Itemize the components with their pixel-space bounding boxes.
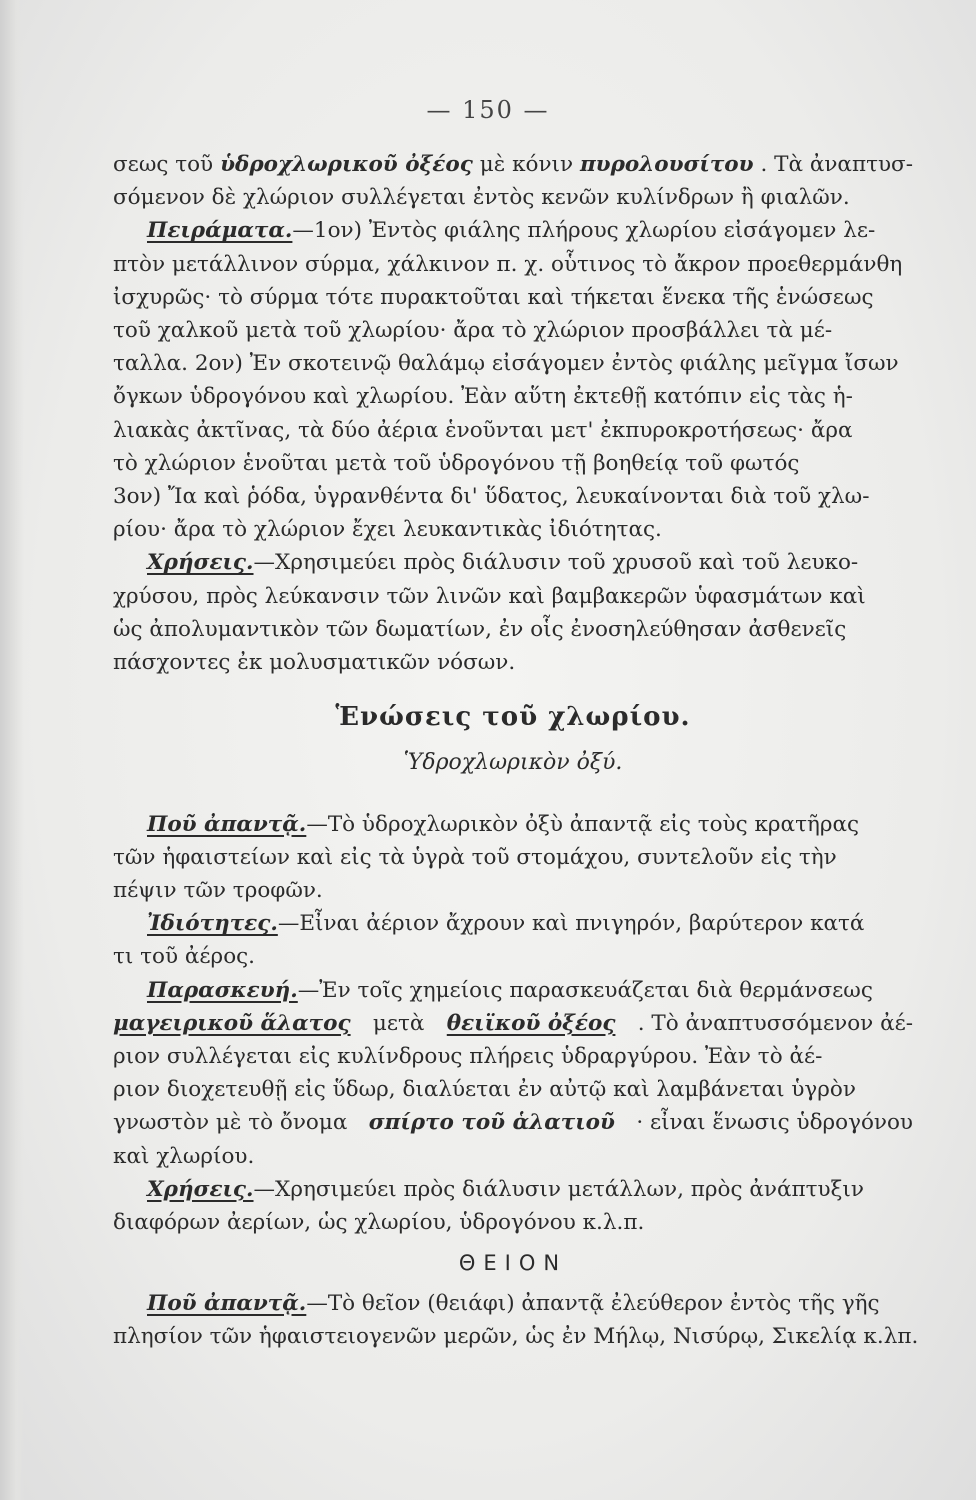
text-segment: · εἶναι ἕνωσις ὑδρογόνου xyxy=(636,1110,913,1136)
text-line: ὡς ἀπολυμαντικὸν τῶν δωματίων, ἐν οἷς ἐνοσηλεύθησαν ἀσθενεῖς xyxy=(113,616,847,642)
text-line xyxy=(113,1106,913,1139)
text-line: τῶν ἡφαιστείων καὶ εἰς τὰ ὑγρὰ τοῦ στομάχου, συντελοῦν εἰς τὴν xyxy=(113,844,837,870)
text-segment: —1ον) Ἐντὸς φιάλης πλήρους χλωρίου εἰσάγομεν λε- xyxy=(292,218,876,244)
text-segment: μετὰ xyxy=(372,1010,425,1036)
text-line: σόμενον δὲ χλώριον συλλέγεται ἐντὸς κενῶν κυλίνδρων ἢ φιαλῶν. xyxy=(113,185,850,211)
text-line: πέψιν τῶν τροφῶν. xyxy=(113,878,323,904)
text-segment: μὲ κόνιν xyxy=(479,152,574,177)
paragraph-label: Χρήσεις. xyxy=(147,550,254,576)
text-segment: γνωστὸν μὲ τὸ ὄνομα xyxy=(113,1110,348,1136)
bold-term: πυρολουσίτου xyxy=(579,152,754,177)
bold-term: ὑδροχλωρικοῦ ὀξέος xyxy=(220,152,473,177)
paragraph-label: Πειράματα. xyxy=(147,218,293,244)
text-segment: —Χρησιμεύει πρὸς διάλυσιν τοῦ χρυσοῦ καὶ τοῦ λευκο- xyxy=(253,550,859,576)
text-line xyxy=(113,907,913,940)
text-segment: —Ἐν τοῖς χημείοις παρασκευάζεται διὰ θερμάνσεως xyxy=(297,977,873,1003)
paragraph-label: Χρήσεις. xyxy=(147,1176,254,1202)
text-line: τι τοῦ ἀέρος. xyxy=(113,944,256,970)
text-line: τοῦ χαλκοῦ μετὰ τοῦ χλωρίου· ἄρα τὸ χλώριον προσβάλλει τὰ μέ- xyxy=(113,318,833,344)
text-segment: —Τὸ ὑδροχλωρικὸν ὀξὺ ἀπαντᾷ εἰς τοὺς κρατῆρας xyxy=(306,811,860,837)
text-line xyxy=(113,974,913,1007)
text-line: ἰσχυρῶς· τὸ σύρμα τότε πυρακτοῦται καὶ τήκεται ἕνεκα τῆς ἑνώσεως xyxy=(113,284,874,310)
text-line: ριον συλλέγεται εἰς κυλίνδρους πλήρεις ὑδραργύρου. Ἐὰν τὸ ἀέ- xyxy=(113,1044,823,1070)
section-subheading: Ὑδροχλωρικὸν ὀξύ. xyxy=(403,750,623,776)
text-segment: —Τὸ θεῖον (θειάφι) ἀπαντᾷ ἐλεύθερον ἐντὸς τῆς γῆς xyxy=(306,1290,880,1316)
paragraph-label: Ἰδιότητες. xyxy=(147,911,278,937)
text-line: πτὸν μετάλλινον σύρμα, χάλκινον π. χ. οὗτινος τὸ ἄκρον προεθερμάνθη xyxy=(113,251,903,277)
text-segment: σεως τοῦ xyxy=(113,152,214,177)
text-line xyxy=(113,148,913,181)
text-line: πάσχοντες ἐκ μολυσματικῶν νόσων. xyxy=(113,650,516,676)
bold-term: θειϊκοῦ ὀξέος xyxy=(446,1010,616,1036)
text-line: 3ον) Ἴα καὶ ῥόδα, ὑγρανθέντα δι' ὕδατος, λευκαίνονται διὰ τοῦ χλω- xyxy=(113,484,870,510)
paragraph-label: Ποῦ ἀπαντᾷ. xyxy=(147,811,307,837)
section-heading: Ἑνώσεις τοῦ χλωρίου. xyxy=(335,702,691,733)
text-line xyxy=(113,546,913,579)
paragraph-label: Παρασκευή. xyxy=(147,977,298,1003)
text-line xyxy=(113,1173,913,1206)
section-title: ΘΕΙΟΝ xyxy=(458,1251,568,1276)
text-line: ρίου· ἄρα τὸ χλώριον ἔχει λευκαντικὰς ἰδιότητας. xyxy=(113,517,662,543)
text-line: λιακὰς ἀκτῖνας, τὰ δύο ἀέρια ἑνοῦνται μετ' ἐκπυροκροτήσεως· ἄρα xyxy=(113,417,853,443)
text-segment: . Τὰ ἀναπτυσ- xyxy=(760,152,913,177)
bold-term: μαγειρικοῦ ἅλατος xyxy=(113,1010,351,1036)
page-binding-shadow xyxy=(0,0,24,1500)
page-body xyxy=(113,148,919,1353)
text-line xyxy=(113,1007,913,1040)
text-line: ὄγκων ὑδρογόνου καὶ χλωρίου. Ἐὰν αὕτη ἐκτεθῇ κατόπιν εἰς τὰς ἡ- xyxy=(113,384,853,410)
text-line: ταλλα. 2ον) Ἐν σκοτεινῷ θαλάμῳ εἰσάγομεν ἐντὸς φιάλης μεῖγμα ἴσων xyxy=(113,351,899,377)
text-line: ριον διοχετευθῇ εἰς ὕδωρ, διαλύεται ἐν αὐτῷ καὶ λαμβάνεται ὑγρὸν xyxy=(113,1077,856,1103)
bold-term: σπίρτο τοῦ ἁλατιοῦ xyxy=(368,1110,615,1136)
text-line: καὶ χλωρίου. xyxy=(113,1143,255,1169)
text-line xyxy=(113,808,913,841)
text-line: πλησίον τῶν ἡφαιστειογενῶν μερῶν, ὡς ἐν Μήλῳ, Νισύρῳ, Σικελίᾳ κ.λπ. xyxy=(113,1323,919,1349)
text-segment: —Εἶναι ἀέριον ἄχρουν καὶ πνιγηρόν, βαρύτερον κατά xyxy=(277,911,865,937)
page-number: — 150 — xyxy=(426,96,550,124)
text-line xyxy=(113,214,913,247)
text-segment: . Τὸ ἀναπτυσσόμενον ἀέ- xyxy=(637,1010,913,1036)
text-line: χρύσου, πρὸς λεύκανσιν τῶν λινῶν καὶ βαμβακερῶν ὑφασμάτων καὶ xyxy=(113,583,866,609)
text-segment: —Χρησιμεύει πρὸς διάλυσιν μετάλλων, πρὸς ἀνάπτυξιν xyxy=(253,1176,864,1202)
text-line xyxy=(113,1287,913,1320)
text-line: διαφόρων ἀερίων, ὡς χλωρίου, ὑδρογόνου κ.λ.π. xyxy=(113,1210,645,1236)
text-line: τὸ χλώριον ἑνοῦται μετὰ τοῦ ὑδρογόνου τῇ βοηθείᾳ τοῦ φωτός xyxy=(113,450,800,476)
paragraph-label: Ποῦ ἀπαντᾷ. xyxy=(147,1290,307,1316)
